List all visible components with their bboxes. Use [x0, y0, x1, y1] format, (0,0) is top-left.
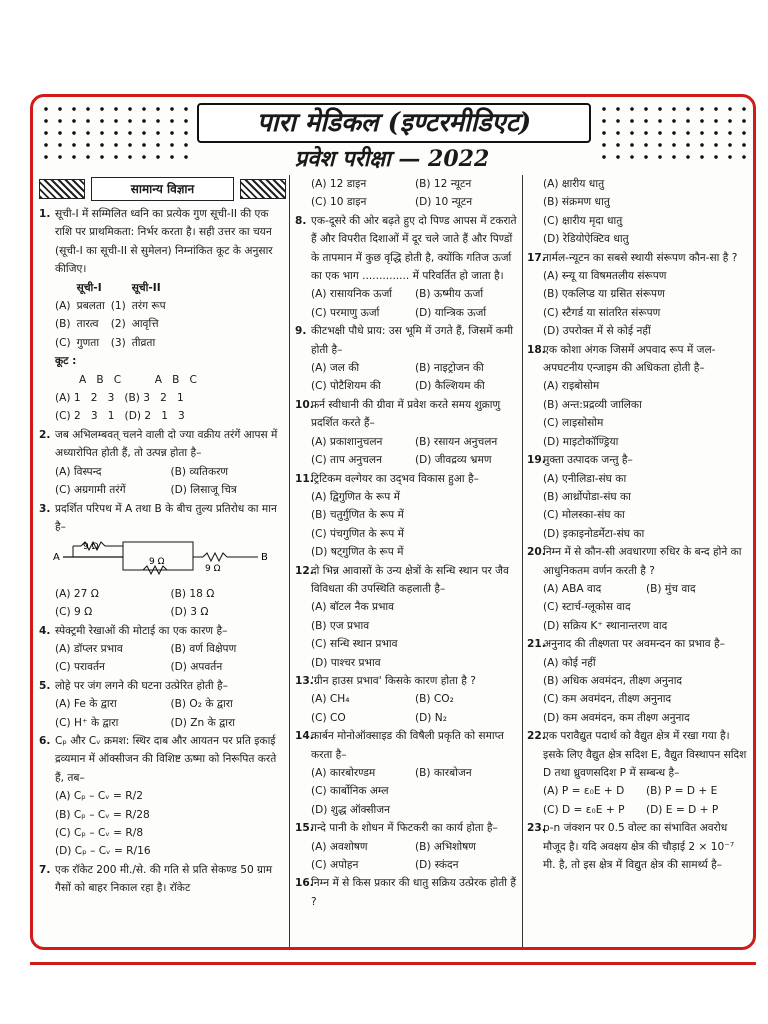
- option-d: (D) माइटोकॉण्ड्रिया: [543, 435, 619, 448]
- option-c: (C) पोटैशियम की: [311, 380, 381, 393]
- question-18: [527, 341, 749, 378]
- option-c: (C) सन्धि स्थान प्रभाव: [311, 638, 398, 651]
- option-d: (D) शुद्ध ऑक्सीजन: [311, 803, 391, 816]
- question-13: [295, 672, 519, 690]
- question-number: 10.: [295, 398, 314, 411]
- question-text: गन्दे पानी के शोधन में फिटकरी का कार्य होता है–: [311, 822, 498, 835]
- option-c: (C) कम अवमंदन, तीक्ष्ण अनुनाद: [543, 693, 672, 706]
- option-b: (B) CO₂: [415, 693, 454, 706]
- question-5: [39, 677, 286, 695]
- option-c: (C) अग्रगामी तरंगें: [55, 484, 126, 497]
- option-d: (D) N₂: [415, 711, 447, 724]
- question-text: फर्न स्वीधानी की ग्रीवा में प्रवेश करते समय शुक्राणु प्रदर्शित करते हैं–: [311, 398, 501, 430]
- option-row: [39, 695, 286, 713]
- question-14: [295, 727, 519, 764]
- question-20: [527, 543, 749, 580]
- question-22: [527, 727, 749, 782]
- question-number: 17.: [527, 251, 546, 264]
- question-number: 19.: [527, 454, 546, 467]
- option-d: (D) पाश्चर प्रभाव: [311, 656, 381, 669]
- option-row: [39, 714, 286, 732]
- option-d: (D) उपरोक्त में से कोई नहीं: [543, 325, 651, 338]
- option-b: (B) ऊष्मीय ऊर्जा: [415, 288, 484, 301]
- resistor-circuit-diagram: [53, 540, 273, 576]
- option-a: (A) एनीलिडा-संघ का: [543, 472, 627, 485]
- hatch-decoration: [39, 179, 85, 199]
- option-row: [295, 856, 519, 874]
- question-text: 'ग्रीन हाउस प्रभाव' किसके कारण होता है ?: [311, 674, 476, 687]
- option-row: [295, 838, 519, 856]
- question-text: प्रदर्शित परिपथ में A तथा B के बीच तुल्य प्रतिरोध का मान है–: [55, 502, 277, 533]
- table-row: (B) तारत्व (2) आवृत्ति: [55, 318, 159, 331]
- option-d: (D) यान्त्रिक ऊर्जा: [415, 306, 487, 319]
- column-2: [295, 175, 519, 947]
- list-1-heading: सूची-I: [76, 281, 102, 294]
- option-c: (C) अपोहन: [311, 859, 359, 872]
- option-d: (D) जीवद्रव्य भ्रमण: [415, 454, 492, 467]
- option-row: [39, 585, 286, 603]
- question-number: 6.: [39, 734, 51, 747]
- option-d: (D) Cₚ – Cᵥ = R/16: [55, 845, 151, 858]
- exam-subtitle: प्रवेश परीक्षा — 2022: [294, 146, 490, 172]
- option-b: (B) अधिक अवमंदन, तीक्ष्ण अनुनाद: [543, 674, 683, 687]
- option-b: (B) संक्रमण धातु: [543, 196, 610, 209]
- question-7: [39, 861, 286, 898]
- paper-frame: [30, 94, 756, 950]
- option-c: (C) स्टैगर्ड या सांतरित संरूपण: [543, 306, 661, 319]
- question-text: स्पेक्ट्रमी रेखाओं की मोटाई का एक कारण है–: [55, 624, 228, 637]
- question-15: [295, 819, 519, 837]
- hatch-decoration: [240, 179, 286, 199]
- option-a: (A) कारबोरण्डम: [311, 767, 376, 779]
- question-number: 4.: [39, 624, 51, 637]
- section-title: सामान्य विज्ञान: [91, 177, 234, 201]
- question-number: 16.: [295, 877, 314, 890]
- option-row: (A) 1 2 3 (B) 3 2 1: [55, 392, 184, 405]
- list-2-heading: सूची-II: [131, 281, 161, 294]
- option-row: [295, 193, 519, 211]
- option-d: (D) अपवर्तन: [170, 661, 223, 674]
- question-number: 9.: [295, 325, 307, 338]
- option-c: (C) पंचगुणित के रूप में: [311, 527, 405, 540]
- option-a: (A) Fe के द्वारा: [55, 698, 117, 711]
- option-c: (C) ताप अनुचलन: [311, 454, 382, 467]
- option-a: (A) CH₄: [311, 693, 350, 706]
- question-text: निम्न में से कौन-सी अवधारणा रुधिर के बन्द होने का आधुनिकतम वर्णन करती है ?: [543, 546, 742, 577]
- option-row: (C) 2 3 1 (D) 2 1 3: [55, 410, 185, 423]
- option-row: [39, 658, 286, 676]
- option-a: (A) डॉप्लर प्रभाव: [55, 642, 123, 655]
- option-row: [39, 640, 286, 658]
- option-c: (C) परावर्तन: [55, 661, 105, 674]
- option-row: [295, 709, 519, 727]
- column-3: [527, 175, 749, 947]
- question-number: 15.: [295, 822, 314, 835]
- question-text: अनुनाद की तीक्ष्णता पर अवमन्दन का प्रभाव है–: [543, 638, 725, 651]
- option-c: (C) D = ε₀E + P: [543, 803, 625, 816]
- option-row: [39, 603, 286, 621]
- option-b: (B) P = D + E: [646, 785, 718, 798]
- bottom-rule: [30, 962, 756, 965]
- section-header: [39, 177, 286, 201]
- option-d: (D) 3 Ω: [170, 606, 209, 619]
- question-number: 12.: [295, 564, 314, 577]
- option-a: (A) 12 डाइन: [311, 178, 367, 190]
- question-21: [527, 635, 749, 653]
- code-label: कूट :: [55, 355, 77, 368]
- option-b: (B) मुंच वाद: [646, 582, 696, 595]
- question-text: मुक्ता उत्पादक जन्तु है–: [543, 454, 633, 467]
- question-10: [295, 396, 519, 433]
- option-c: (C) क्षारीय मृदा धातु: [543, 214, 623, 227]
- option-b: (B) अन्त:प्रद्रव्यी जालिका: [543, 398, 642, 411]
- option-d: (D) Zn के द्वारा: [170, 716, 236, 729]
- column-divider: [522, 175, 523, 947]
- question-text: जब अभिलम्बवत् चलने वाली दो ज्या वक्रीय तरंगें आपस में अध्यारोपित होती हैं, तो उत्पन्न होता है–: [55, 428, 278, 460]
- option-d: (D) E = D + P: [646, 803, 719, 816]
- resistor-1-label: 9 Ω: [83, 542, 99, 553]
- resistor-3: [203, 553, 227, 561]
- resistor-2-label: 9 Ω: [149, 557, 165, 568]
- question-text: कीटभक्षी पौधे प्राय: उस भूमि में उगते हैं, जिसमें कमी होती है–: [311, 325, 514, 356]
- option-b: (B) चतुर्गुणित के रूप में: [311, 509, 404, 522]
- option-a: (A) विस्पन्द: [55, 465, 102, 478]
- question-number: 7.: [39, 863, 51, 876]
- option-d: (D) कम अवमंदन, कम तीक्ष्ण अनुनाद: [543, 711, 690, 724]
- question-text: एक कोशा अंगक जिसमें अपवाद रूप में जल-अपघटनीय एन्जाइम की अधिकता होती है–: [543, 343, 716, 375]
- question-text: एक-दूसरे की ओर बढ़ते हुए दो पिण्ड आपस में टकराते हैं और विपरीत दिशाओं में दूर चले जाते हैं और पिण्डों के तापमान में कुछ वृद्धि होती है, क्योंकि गतिज ऊर्जा का एक भाग .............. में परिवर्तित हो जाता है।: [311, 214, 517, 283]
- option-b: (B) एकलिप्ड या ग्रसित संरूपण: [543, 288, 665, 301]
- option-a: (A) राइबोसोम: [543, 380, 600, 393]
- option-row: [295, 433, 519, 451]
- code-header: A B C A B C: [79, 373, 197, 386]
- question-number: 3.: [39, 502, 51, 515]
- question-16: [295, 874, 519, 911]
- question-1: [39, 205, 286, 279]
- option-a: (A) 27 Ω: [55, 587, 99, 600]
- option-a: (A) ABA वाद: [543, 582, 602, 595]
- option-b: (B) नाइट्रोजन की: [415, 362, 484, 375]
- option-a: (A) जल की: [311, 362, 360, 375]
- option-a: (A) बॉटल नैक प्रभाव: [311, 601, 395, 614]
- question-text: सूची-I में सम्मिलित ध्वनि का प्रत्येक गुण सूची-II की एक राशि पर प्राथमिकता: निर्भर करता है। सही उत्तर का चयन (सूची-I का सूची-II से सुमेलन) निम्नांकित कूट के अनुसार कीजिए।: [55, 208, 273, 276]
- question-number: 8.: [295, 214, 307, 227]
- dot-pattern-right: [597, 103, 747, 165]
- question-number: 5.: [39, 679, 51, 692]
- option-row: [295, 690, 519, 708]
- exam-title: पारा मेडिकल (इण्टरमीडिएट): [197, 103, 591, 143]
- option-a: (A) द्विगुणित के रूप में: [311, 490, 400, 503]
- option-b: (B) अभिशोषण: [415, 840, 476, 853]
- option-b: (B) व्यतिकरण: [170, 465, 229, 478]
- option-a: (A) अवशोषण: [311, 840, 368, 853]
- option-row: [295, 764, 519, 782]
- question-6: [39, 732, 286, 787]
- option-c: (C) लाइसोसोम: [543, 417, 604, 430]
- question-text: नार्मल-न्यूटन का सबसे स्थायी संरूपण कौन-सा है ?: [543, 251, 738, 264]
- option-d: (D) 10 न्यूटन: [415, 196, 473, 209]
- option-d: (D) षट्गुणित के रूप में: [311, 546, 404, 559]
- question-4: [39, 622, 286, 640]
- option-c: (C) H⁺ के द्वारा: [55, 716, 119, 729]
- option-a: (A) प्रकाशानुचलन: [311, 435, 383, 448]
- option-a: (A) कोई नहीं: [543, 656, 596, 669]
- option-row: [295, 304, 519, 322]
- question-text: एक रॉकेट 200 मी./से. की गति से प्रति सेकण्ड 50 ग्राम गैसों को बाहर निकाल रहा है। रॉकेट: [55, 863, 273, 895]
- option-a: (A) रासायनिक ऊर्जा: [311, 288, 393, 301]
- dot-pattern-left: [39, 103, 189, 165]
- question-text: ट्रिटिकम वल्गेयर का उद्‌भव विकास हुआ है–: [311, 472, 479, 485]
- question-8: [295, 212, 519, 286]
- question-text: कार्बन मोनोऑक्साइड की विषैली प्रकृति को समाप्त करता है–: [311, 730, 504, 761]
- option-d: (D) लिसाजू चित्र: [170, 484, 237, 497]
- option-b: (B) O₂ के द्वारा: [170, 698, 233, 711]
- option-b: (B) 12 न्यूटन: [415, 178, 472, 190]
- option-c: (C) मोलस्का-संघ का: [543, 509, 625, 522]
- option-c: (C) Cₚ – Cᵥ = R/8: [55, 827, 144, 839]
- table-row: (C) गुणता (3) तीव्रता: [55, 336, 156, 349]
- option-c: (C) परमाणु ऊर्जा: [311, 306, 380, 319]
- option-row: [295, 175, 519, 193]
- option-row: [527, 801, 749, 819]
- option-b: (B) रसायन अनुचलन: [415, 435, 498, 448]
- option-c: (C) CO: [311, 711, 346, 724]
- question-number: 22.: [527, 730, 546, 743]
- option-d: (D) सक्रिय K⁺ स्थानान्तरण वाद: [543, 619, 668, 632]
- question-text: लोहे पर जंग लगने की घटना उत्प्रेरित होती है–: [55, 679, 228, 692]
- question-19: [527, 451, 749, 469]
- question-text: एक परावैद्युत पदार्थ को वैद्युत क्षेत्र में रखा गया है। इसके लिए वैद्युत क्षेत्र सदिश E, वैद्युत विस्थापन सदिश D तथा ध्रुवणसदिश P में सम्बन्ध है–: [543, 730, 747, 779]
- option-b: (B) एज प्रभाव: [311, 619, 370, 632]
- question-17: [527, 249, 749, 267]
- option-b: (B) आर्थ्रोपोडा-संघ का: [543, 490, 631, 503]
- option-d: (D) स्कंदन: [415, 859, 459, 872]
- question-number: 23.: [527, 822, 546, 835]
- question-11: [295, 470, 519, 488]
- question-number: 20.: [527, 546, 546, 559]
- header: [33, 97, 753, 173]
- option-row: [295, 377, 519, 395]
- question-number: 1.: [39, 208, 51, 220]
- option-row: [295, 359, 519, 377]
- terminal-b: B: [261, 552, 268, 564]
- match-table: [55, 279, 172, 353]
- table-row: (A) प्रबलता (1) तरंग रूप: [55, 300, 166, 313]
- option-row: [39, 481, 286, 499]
- option-row: [39, 463, 286, 481]
- option-c: (C) 9 Ω: [55, 606, 93, 619]
- question-3: [39, 500, 286, 537]
- option-c: (C) 10 डाइन: [311, 196, 367, 209]
- column-divider: [289, 175, 290, 947]
- option-row: [295, 451, 519, 469]
- option-b: (B) कारबोजन: [415, 767, 472, 779]
- question-text: दो भिन्न आवासों के उन्य क्षेत्रों के सन्धि स्थान पर जैव विविधता की उपस्थिति कहलाती है–: [311, 564, 509, 595]
- option-b: (B) वर्ण विक्षेपण: [170, 642, 237, 655]
- question-number: 21.: [527, 638, 546, 651]
- question-text: निम्न में से किस प्रकार की धातु सक्रिय उत्प्रेरक होती हैं ?: [311, 877, 517, 908]
- option-c: (C) कार्बोनिक अम्ल: [311, 785, 389, 798]
- terminal-a: A: [53, 552, 60, 564]
- question-number: 2.: [39, 428, 51, 441]
- option-a: (A) क्षारीय धातु: [543, 178, 605, 190]
- option-a: (A) स्न्यू या विषमतलीय संरूपण: [543, 270, 667, 283]
- question-12: [295, 562, 519, 599]
- question-text: p-n जंक्शन पर 0.5 वोल्ट का संभावित अवरोध मौजूद है। यदि अवक्षय क्षेत्र की चौड़ाई 2 × 10⁻⁷ मी. है, तो इस क्षेत्र में विद्युत क्षेत्र की सामर्थ्य है–: [543, 822, 735, 872]
- question-9: [295, 322, 519, 359]
- option-a: (A) Cₚ – Cᵥ = R/2: [55, 790, 143, 803]
- question-number: 14.: [295, 730, 314, 743]
- option-b: (B) 18 Ω: [170, 587, 215, 600]
- option-d: (D) रेडियोऐक्टिव धातु: [543, 233, 629, 246]
- option-row: [527, 782, 749, 800]
- question-number: 11.: [295, 472, 314, 485]
- option-d: (D) इकाइनोडर्मेटा-संघ का: [543, 527, 645, 540]
- option-c: (C) स्टार्च-ग्लूकोस वाद: [543, 601, 631, 614]
- question-23: [527, 819, 749, 874]
- option-row: [527, 580, 749, 598]
- question-2: [39, 426, 286, 463]
- option-b: (B) Cₚ – Cᵥ = R/28: [55, 808, 150, 821]
- option-a: (A) P = ε₀E + D: [543, 785, 625, 798]
- option-d: (D) कैल्शियम की: [415, 380, 485, 393]
- resistor-3-label: 9 Ω: [205, 564, 221, 575]
- question-number: 18.: [527, 343, 546, 356]
- column-1: [39, 175, 286, 947]
- option-row: [295, 285, 519, 303]
- question-number: 13.: [295, 674, 314, 687]
- question-text: Cₚ और Cᵥ क्रमश: स्थिर दाब और आयतन पर प्रति इकाई द्रव्यमान में ऑक्सीजन की विशिष्ट ऊष्मा को निरूपित करते हैं, तब–: [55, 734, 277, 784]
